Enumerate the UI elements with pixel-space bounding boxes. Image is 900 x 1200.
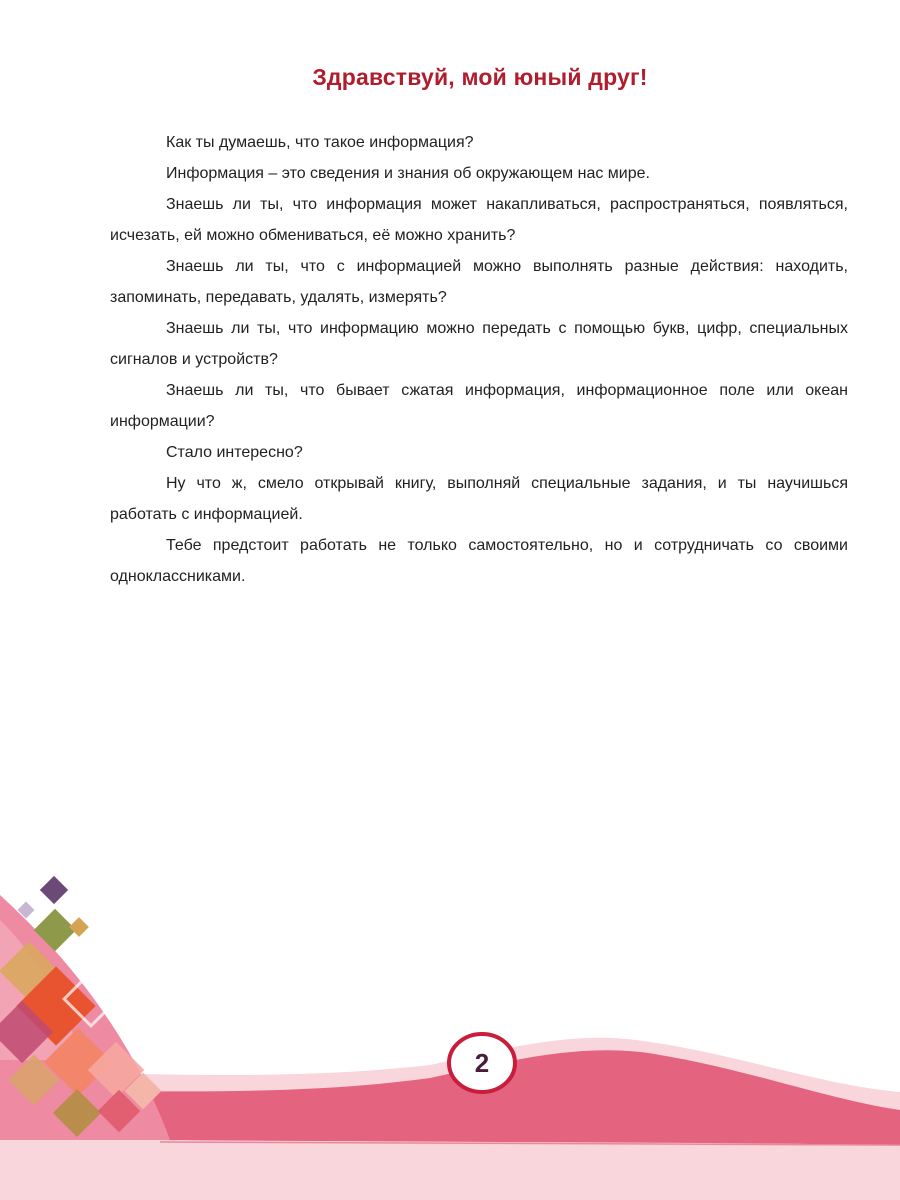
paragraph-7: Стало интересно? — [166, 444, 303, 461]
paragraph-6: Знаешь ли ты, что бывает сжатая информация, информационное поле или океан информации? — [110, 382, 848, 430]
paragraph-5: Знаешь ли ты, что информацию можно передать с помощью букв, цифр, специальных сигналов и устройств? — [110, 320, 848, 368]
paragraph-8: Ну что ж, смело открывай книгу, выполняй специальные задания, и ты научишься работать с информацией. — [110, 475, 848, 523]
bottom-decoration — [0, 860, 900, 1200]
page-number: 2 — [474, 1048, 490, 1078]
paragraph-3: Знаешь ли ты, что информация может накапливаться, распространяться, появляться, исчезать, ей можно обмениваться, её можно хранить? — [110, 196, 848, 244]
paragraph-9: Тебе предстоит работать не только самостоятельно, но и сотрудничать со своими одноклассниками. — [110, 537, 848, 585]
body-text — [110, 127, 848, 592]
paragraph-1: Как ты думаешь, что такое информация? — [166, 134, 474, 151]
diamond-1 — [40, 876, 68, 904]
paragraph-4: Знаешь ли ты, что с информацией можно выполнять разные действия: находить, запоминать, передавать, удалять, измерять? — [110, 258, 848, 306]
page-title: Здравствуй, мой юный друг! — [312, 64, 648, 90]
paragraph-2: Информация – это сведения и знания об окружающем нас мире. — [166, 165, 650, 182]
